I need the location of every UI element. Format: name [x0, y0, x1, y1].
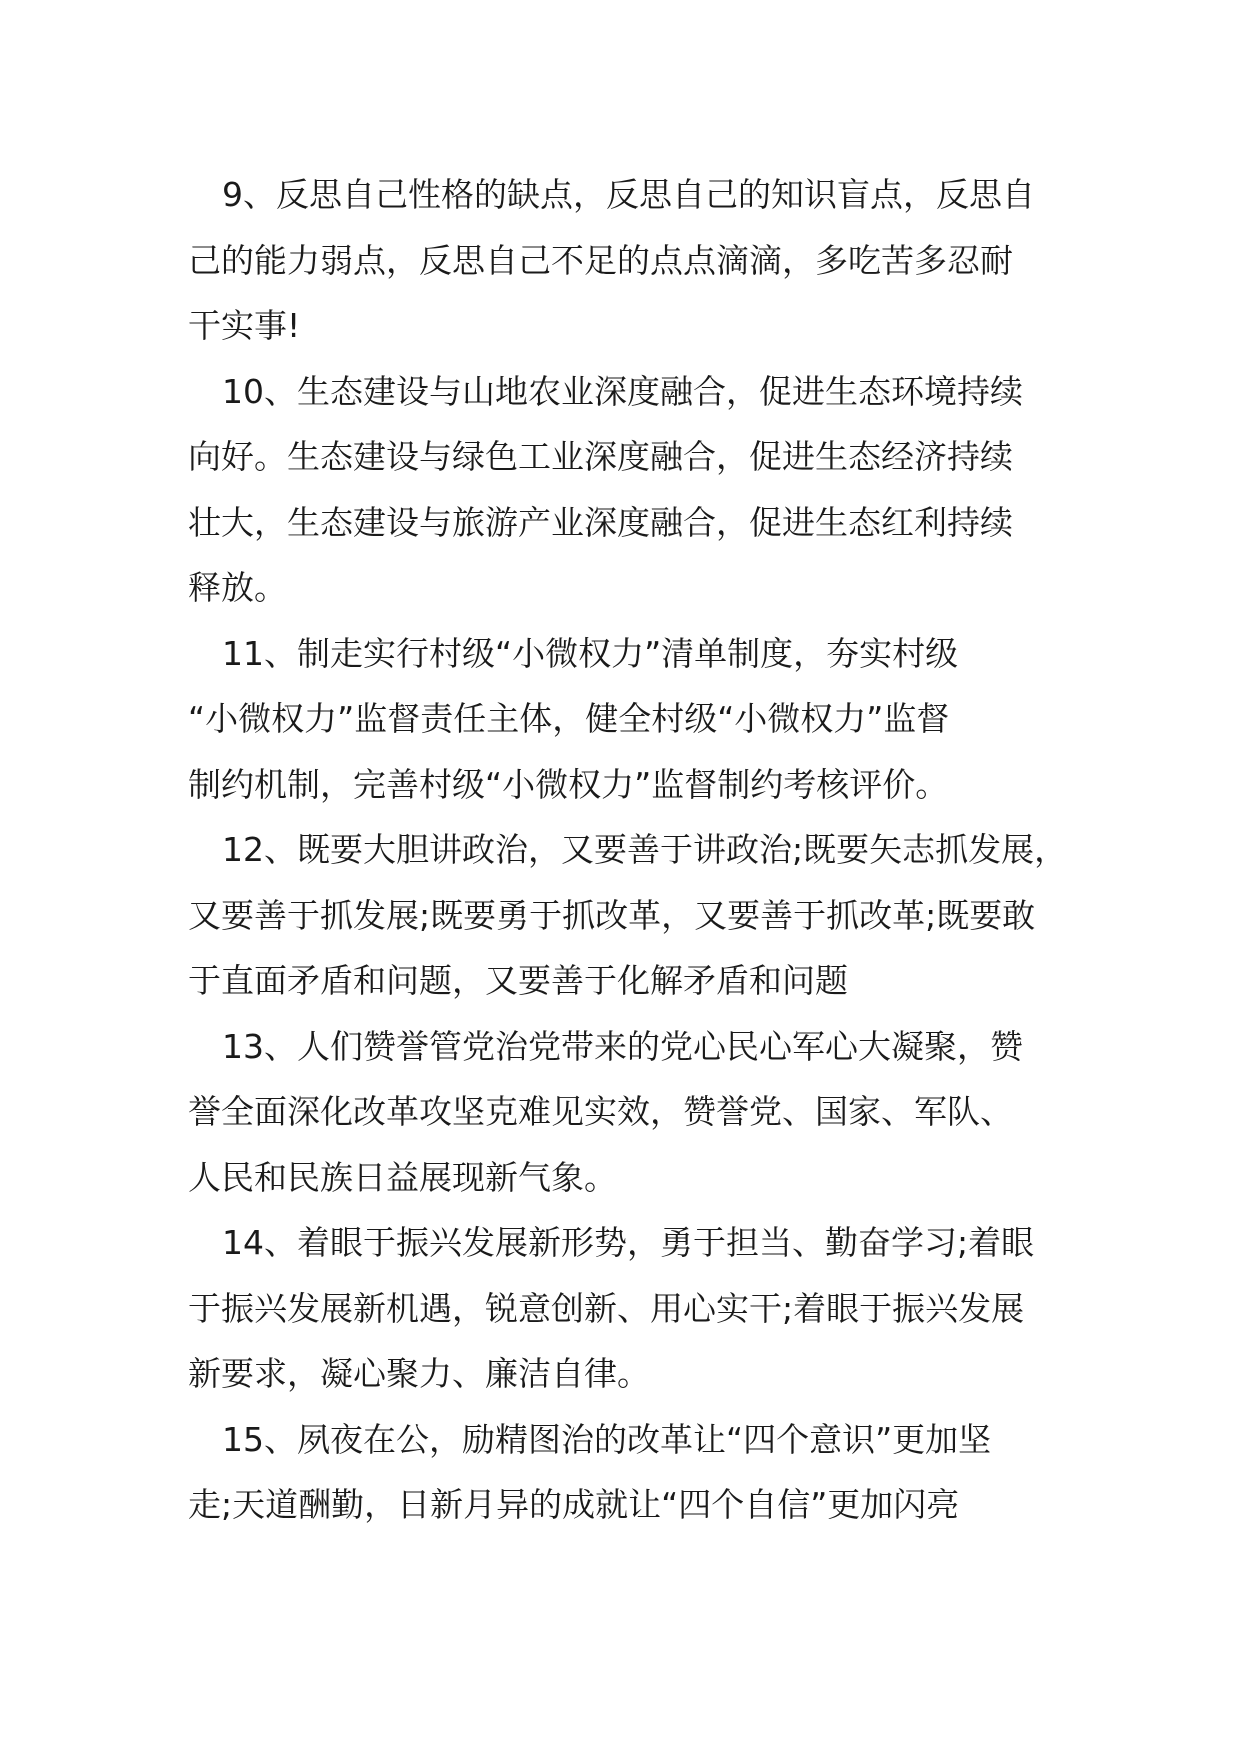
document-body [188, 162, 1068, 1538]
text-line: 新要求，凝心聚力、廉洁自律。 [188, 1354, 650, 1393]
text-line: 己的能力弱点，反思自己不足的点点滴滴，多吃苦多忍耐 [188, 240, 1013, 280]
paragraph-11 [188, 621, 1068, 818]
text-line: 走;天道酬勤，日新月异的成就让“四个自信”更加闪亮 [188, 1485, 960, 1524]
paragraph-13 [188, 1014, 1068, 1211]
text-line: 释放。 [188, 568, 287, 607]
text-line: 干实事! [188, 306, 301, 345]
paragraph-15 [188, 1407, 1068, 1538]
text-line: 15、夙夜在公，励精图治的改革让“四个意识”更加坚 [222, 1419, 992, 1459]
text-line: 向好。生态建设与绿色工业深度融合，促进生态经济持续 [188, 437, 1013, 476]
text-line: 12、既要大胆讲政治，又要善于讲政治;既要矢志抓发展， [222, 830, 1068, 869]
text-line: 又要善于抓发展;既要勇于抓改革，又要善于抓改革;既要敢 [188, 895, 1036, 935]
text-line: 11、制走实行村级“小微权力”清单制度，夯实村级 [222, 633, 959, 673]
text-line: 誉全面深化改革攻坚克难见实效，赞誉党、国家、军队、 [188, 1092, 1013, 1131]
text-line: 制约机制，完善村级“小微权力”监督制约考核评价。 [188, 764, 949, 804]
text-line: 于直面矛盾和问题，又要善于化解矛盾和问题 [188, 961, 848, 1000]
text-line: 9、反思自己性格的缺点，反思自己的知识盲点，反思自 [222, 175, 1035, 214]
paragraph-10 [188, 359, 1068, 621]
paragraph-9 [188, 162, 1068, 359]
text-line: 壮大，生态建设与旅游产业深度融合，促进生态红利持续 [188, 502, 1013, 542]
text-line: 10、生态建设与山地农业深度融合，促进生态环境持续 [222, 371, 1023, 411]
paragraph-14 [188, 1210, 1068, 1407]
text-line: 人民和民族日益展现新气象。 [188, 1157, 617, 1197]
text-line: 于振兴发展新机遇，锐意创新、用心实干;着眼于振兴发展 [188, 1288, 1025, 1328]
text-line: 14、着眼于振兴发展新形势，勇于担当、勤奋学习;着眼 [222, 1223, 1035, 1262]
text-line: “小微权力”监督责任主体，健全村级“小微权力”监督 [188, 699, 950, 738]
text-line: 13、人们赞誉管党治党带来的党心民心军心大凝聚，赞 [222, 1026, 1023, 1066]
paragraph-12 [188, 817, 1068, 1014]
